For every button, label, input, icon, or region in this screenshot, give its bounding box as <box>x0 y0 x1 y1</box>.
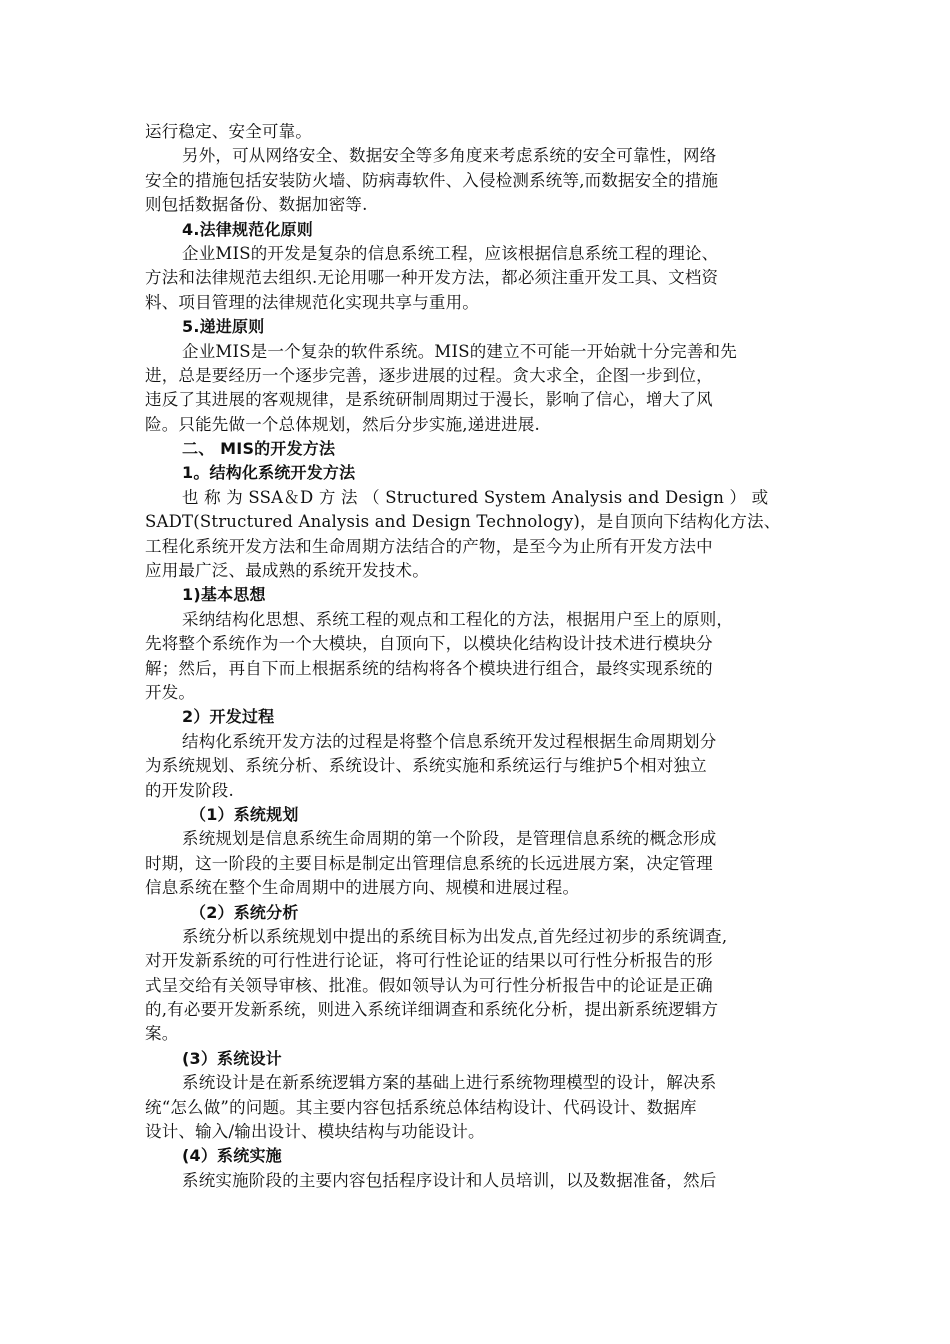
section-heading: 2）开发过程 <box>182 707 275 727</box>
paragraph-line: 险。只能先做一个总体规划，然后分步实施,递进进展. <box>145 414 540 434</box>
paragraph-line: 解；然后，再自下而上根据系统的结构将各个模块进行组合，最终实现系统的 <box>145 658 713 678</box>
paragraph-first-line: 系统设计是在新系统逻辑方案的基础上进行系统物理模型的设计，解决系 <box>182 1073 717 1093</box>
paragraph-line: 则包括数据备份、数据加密等. <box>145 195 368 215</box>
paragraph-line: 进，总是要经历一个逐步完善，逐步进展的过程。贪大求全，企图一步到位， <box>145 365 713 385</box>
paragraph-first-line: 系统实施阶段的主要内容包括程序设计和人员培训，以及数据准备，然后 <box>182 1170 717 1190</box>
paragraph-first-line: 企业MIS是一个复杂的软件系统。MIS的建立不可能一开始就十分完善和先 <box>182 341 737 361</box>
paragraph-first-line: 也 称 为 SSA＆D 方 法 （ Structured System Analysis and Design ） 或 <box>182 487 769 507</box>
paragraph-first-line: 另外，可从网络安全、数据安全等多角度来考虑系统的安全可靠性，网络 <box>182 146 717 166</box>
section-heading: 1。结构化系统开发方法 <box>182 463 356 483</box>
paragraph-first-line: 结构化系统开发方法的过程是将整个信息系统开发过程根据生命周期划分 <box>182 731 717 751</box>
paragraph-line: 违反了其进展的客观规律，是系统研制周期过于漫长，影响了信心，增大了风 <box>145 390 713 410</box>
paragraph-line: 设计、输入/输出设计、模块结构与功能设计。 <box>145 1122 485 1142</box>
paragraph-line: 的开发阶段. <box>145 780 234 800</box>
paragraph-first-line: 采纳结构化思想、系统工程的观点和工程化的方法，根据用户至上的原则， <box>182 609 734 629</box>
paragraph-line: 案。 <box>145 1024 179 1044</box>
section-heading: (4）系统实施 <box>182 1146 282 1166</box>
paragraph-line: 料、项目管理的法律规范化实现共享与重用。 <box>145 292 479 312</box>
paragraph-first-line: 系统分析以系统规划中提出的系统目标为出发点,首先经过初步的系统调查, <box>182 926 728 946</box>
paragraph-line: 的,有必要开发新系统，则进入系统详细调查和系统化分析，提出新系统逻辑方 <box>145 1000 719 1020</box>
paragraph-line: 安全的措施包括安装防火墙、防病毒软件、入侵检测系统等,而数据安全的措施 <box>145 170 719 190</box>
section-heading: 4.法律规范化原则 <box>182 219 314 239</box>
subsection-heading: （1）系统规划 <box>190 804 299 824</box>
paragraph-line: 先将整个系统作为一个大模块，自顶向下，以模块化结构设计技术进行模块分 <box>145 634 713 654</box>
paragraph-first-line: 系统规划是信息系统生命周期的第一个阶段，是管理信息系统的概念形成 <box>182 829 717 849</box>
paragraph-line: 运行稳定、安全可靠。 <box>145 122 312 141</box>
section-heading: (3）系统设计 <box>182 1048 282 1068</box>
paragraph-line: 方法和法律规范去组织.无论用哪一种开发方法，都必须注重开发工具、文档资 <box>145 268 719 288</box>
section-heading: 1)基本思想 <box>182 585 266 605</box>
paragraph-line: 信息系统在整个生命周期中的进展方向、规模和进展过程。 <box>145 878 580 898</box>
paragraph-line: 工程化系统开发方法和生命周期方法结合的产物，是至今为止所有开发方法中 <box>145 536 713 556</box>
paragraph-line: 时期，这一阶段的主要目标是制定出管理信息系统的长远进展方案，决定管理 <box>145 853 713 873</box>
paragraph-line: 开发。 <box>145 682 196 702</box>
paragraph-line: 式呈交给有关领导审核、批准。假如领导认为可行性分析报告中的论证是正确 <box>145 975 713 995</box>
subsection-heading: （2）系统分析 <box>190 902 299 922</box>
paragraph-first-line: 企业MIS的开发是复杂的信息系统工程，应该根据信息系统工程的理论、 <box>182 243 719 263</box>
section-heading: 5.递进原则 <box>182 317 265 337</box>
paragraph-line: 为系统规划、系统分析、系统设计、系统实施和系统运行与维护5个相对独立 <box>145 756 707 776</box>
paragraph-line: 统“怎么做”的问题。其主要内容包括系统总体结构设计、代码设计、数据库 <box>145 1097 697 1117</box>
paragraph-line: 对开发新系统的可行性进行论证，将可行性论证的结果以可行性分析报告的形 <box>145 951 713 971</box>
paragraph-line: 应用最广泛、最成熟的系统开发技术。 <box>145 561 429 581</box>
document-page <box>145 120 810 1193</box>
section-heading: 二、 MIS的开发方法 <box>182 439 336 459</box>
paragraph-line: SADT(Structured Analysis and Design Technology)，是自顶向下结构化方法、 <box>145 512 781 532</box>
